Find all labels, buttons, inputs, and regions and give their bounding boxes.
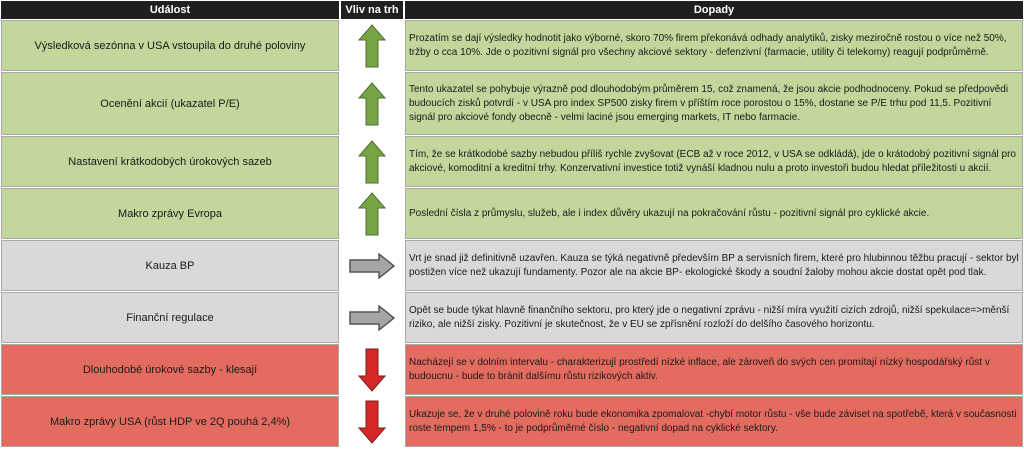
impact-cell: Ukazuje se, že v druhé polovině roku bude ekonomika zpomalovat -chybí motor růstu - vše bude záviset na spotřebě, která v současnosti roste tempem 1,5% - to je podprůměrné číslo - negativní dopad na cyklické sektory.	[405, 396, 1023, 447]
header-event: Událost	[1, 1, 339, 19]
impact-cell: Tím, že se krátkodobé sazby nebudou příliš rychle zvyšovat (ECB až v roce 2012, v USA se odkládá), jde o krátodobý pozitivní signál pro akciové, komoditní a kreditní trhy. Konzervativní investice totiž vynáší kladnou nulu a proto investoři budou hledat příležitosti u akcií.	[405, 136, 1023, 187]
impact-cell: Opět se bude týkat hlavně finančního sektoru, pro který jde o negativní zprávu - nižší míra využití cizích zdrojů, nižší spekulace=>měnší riziko, ale nižší zisky. Pozitivní je skutečnost, že v EU se zpřísnění rozloží do delšího časového horizontu.	[405, 292, 1023, 343]
arrow-right-icon	[341, 240, 403, 291]
impact-cell: Tento ukazatel se pohybuje výrazně pod dlouhodobým průměrem 15, což znamená, že jsou akcie podhodnoceny. Pokud se předpovědi budoucích zisků potvrdí - v USA pro index SP500 zisky firem v příštím roce porostou o 15%, dostane se P/E trhu pod 11,5. Pozitivní signál pro akciové fondy obecně - velmi laciné jsou emerging markets, IT nebo farmacie.	[405, 72, 1023, 135]
event-cell: Makro zprávy Evropa	[1, 188, 339, 239]
table-row	[0, 240, 1024, 291]
arrow-up-icon	[341, 20, 403, 71]
event-cell: Ocenění akcií (ukazatel P/E)	[1, 72, 339, 135]
table-row	[0, 292, 1024, 343]
arrow-up-icon	[341, 188, 403, 239]
table-row	[0, 344, 1024, 395]
table-row	[0, 188, 1024, 239]
event-cell: Nastavení krátkodobých úrokových sazeb	[1, 136, 339, 187]
event-cell: Makro zprávy USA (růst HDP ve 2Q pouhá 2,4%)	[1, 396, 339, 447]
event-cell: Dlouhodobé úrokové sazby - klesají	[1, 344, 339, 395]
impact-cell: Nacházejí se v dolním intervalu - charakterizují prostředí nízké inflace, ale zároveň do svých cen promítají nízký hospodářský růst v budoucnu - bude to bránit dalšímu růstu rizikových aktiv.	[405, 344, 1023, 395]
table-row	[0, 72, 1024, 135]
event-cell: Kauza BP	[1, 240, 339, 291]
header-impact: Dopady	[405, 1, 1023, 19]
impact-cell: Vrt je snad již definitivně uzavřen. Kauza se týká negativně především BP a servisních firem, které pro hlubinnou těžbu pracují - sektor byl postižen více než ukazují fundamenty. Pozor ale na akcie BP- ekologické škody a soudní žaloby mohou akcie dostat opět pod tlak.	[405, 240, 1023, 291]
table-row	[0, 136, 1024, 187]
arrow-down-icon	[341, 344, 403, 395]
table-row	[0, 20, 1024, 71]
arrow-right-icon	[341, 292, 403, 343]
header-influence: Vliv na trh	[341, 1, 403, 19]
arrow-down-icon	[341, 396, 403, 447]
event-cell: Finanční regulace	[1, 292, 339, 343]
impact-cell: Prozatím se dají výsledky hodnotit jako výborné, skoro 70% firem překonává odhady analytiků, zisky meziročně rostou o více než 50%, tržby o cca 10%. Jde o pozitivní signál pro všechny akciové sektory - defenzivní (farmacie, utility či telekomy) reagují podprůměrně.	[405, 20, 1023, 71]
impact-cell: Poslední čísla z průmyslu, služeb, ale i index důvěry ukazují na pokračování růstu - pozitivní signál pro cyklické akcie.	[405, 188, 1023, 239]
table-row	[0, 396, 1024, 447]
arrow-up-icon	[341, 136, 403, 187]
arrow-up-icon	[341, 72, 403, 135]
event-cell: Výsledková sezónna v USA vstoupila do druhé poloviny	[1, 20, 339, 71]
